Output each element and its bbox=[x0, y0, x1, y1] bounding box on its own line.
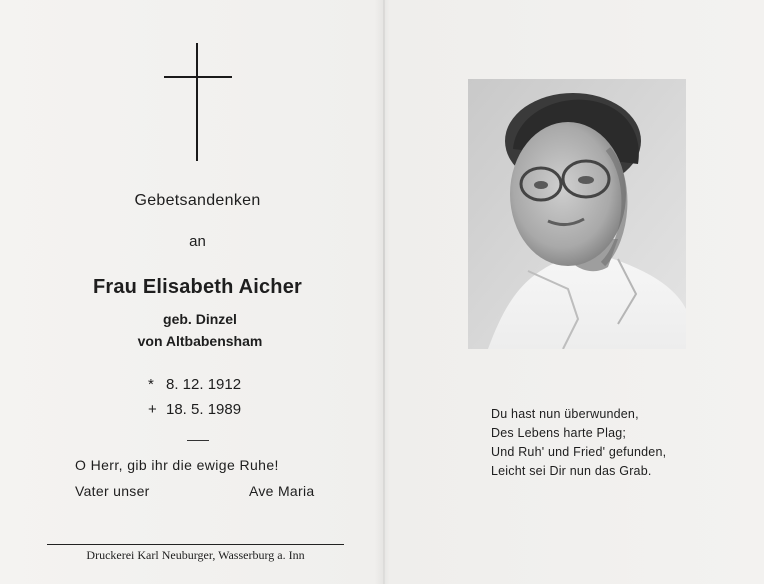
birth-symbol: * bbox=[148, 376, 154, 393]
heading: Gebetsandenken bbox=[134, 192, 261, 209]
origin: von Altbabensham bbox=[137, 333, 263, 349]
maiden-name: geb. Dinzel bbox=[163, 311, 237, 327]
memorial-verse bbox=[491, 405, 666, 481]
portrait-photo-icon bbox=[468, 79, 686, 349]
death-symbol: + bbox=[148, 401, 157, 418]
deceased-name: Frau Elisabeth Aicher bbox=[92, 276, 303, 298]
preposition: an bbox=[189, 233, 206, 250]
prayer-vater-unser: Vater unser bbox=[75, 483, 150, 499]
printer-rule bbox=[47, 544, 344, 545]
death-date: 18. 5. 1989 bbox=[166, 401, 242, 418]
card-fold bbox=[383, 0, 385, 584]
birth-date: 8. 12. 1912 bbox=[166, 376, 242, 393]
verse-line: Leicht sei Dir nun das Grab. bbox=[491, 464, 652, 478]
death-line bbox=[148, 401, 241, 418]
verse-line: Des Lebens harte Plag; bbox=[491, 426, 627, 440]
verse-line: Und Ruh' und Fried' gefunden, bbox=[491, 445, 667, 459]
prayer-ave-maria: Ave Maria bbox=[249, 483, 315, 499]
printer-credit: Druckerei Karl Neuburger, Wasserburg a. Inn bbox=[86, 548, 305, 562]
birth-line bbox=[148, 376, 241, 393]
verse-line: Du hast nun überwunden, bbox=[491, 407, 639, 421]
separator-dash bbox=[187, 440, 209, 441]
prayer-line: O Herr, gib ihr die ewige Ruhe! bbox=[75, 457, 279, 473]
